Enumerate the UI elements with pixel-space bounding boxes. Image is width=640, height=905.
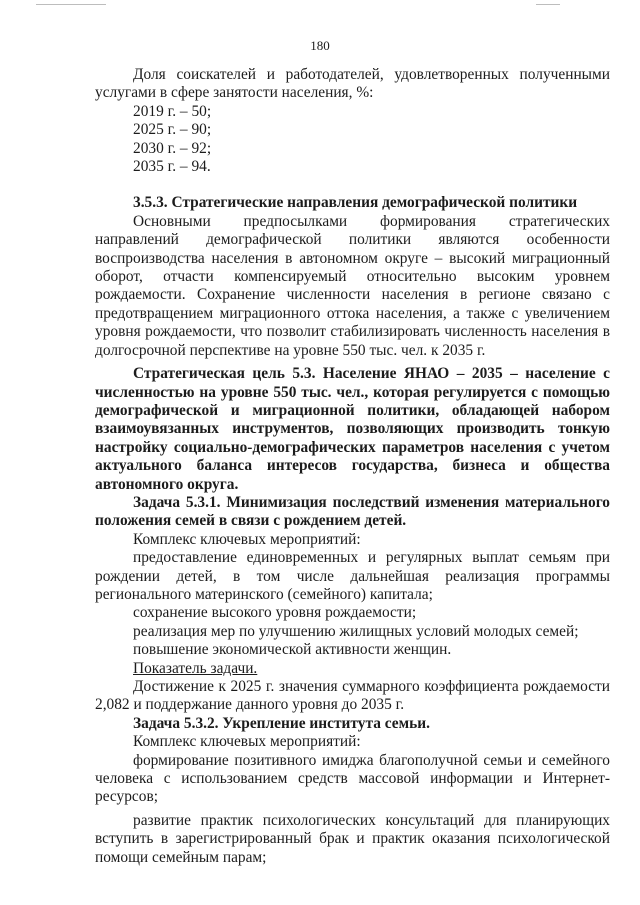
- list-item: предоставление единовременных и регулярных выплат семьям при рождении детей, в том числе дальнейшая реализация программы регионального материнского (семейного) капитала;: [95, 549, 610, 603]
- page-content: [95, 66, 610, 867]
- intro-value: 2030 г. – 92;: [133, 139, 212, 157]
- list-item: развитие практик психологических консультаций для планирующих вступить в зарегистрированный брак и практик оказания психологической помощи семейным парам;: [95, 811, 610, 866]
- task-indicator-label: [95, 660, 610, 678]
- intro-value: 2025 г. – 90;: [133, 121, 212, 139]
- list-item: реализация мер по улучшению жилищных условий молодых семей;: [133, 622, 579, 640]
- intro-value: 2035 г. – 94.: [133, 158, 211, 176]
- section-paragraph: Основными предпосылками формирования стратегических направлений демографической политики являются особенности воспроизводства населения в автономном округе – высокий миграционный оборот, отчасти компенсируемый относительно высоким уровнем рождаемости. Сохранение численности населения в регионе связано с предотвращением миграционного оттока населения, а также с увеличением уровня рождаемости, что позволит стабилизировать численность населения в долгосрочной перспективе на уровне 550 тыс. чел. к 2035 г.: [95, 212, 610, 359]
- intro-indicator: Доля соискателей и работодателей, удовлетворенных полученными услугами в сфере занятости населения, %:: [95, 66, 610, 102]
- task-indicator-label-text: Показатель задачи.: [133, 659, 258, 677]
- task-title: Задача 5.3.2. Укрепление института семьи.: [133, 714, 430, 732]
- list-item: формирование позитивного имиджа благополучной семьи и семейного человека с использованием средств массовой информации и Интернет-ресурсов;: [95, 751, 610, 806]
- intro-value: 2019 г. – 50;: [133, 102, 212, 120]
- task-indicator-text: Достижение к 2025 г. значения суммарного коэффициента рождаемости 2,082 и поддержание данного уровня до 2035 г.: [95, 678, 610, 714]
- top-rule-right: [536, 4, 560, 5]
- page-number: 180: [310, 38, 330, 53]
- task-title: Задача 5.3.1. Минимизация последствий изменения материального положения семей в связи с рождением детей.: [95, 493, 610, 530]
- section-heading: 3.5.3. Стратегические направления демографической политики: [133, 194, 578, 212]
- strategic-goal: Стратегическая цель 5.3. Население ЯНАО – 2035 – население с численностью на уровне 550 тыс. чел., которая регулируется с помощью демографической и миграционной политики, обладающей набором взаимоувязанных инструментов, позволяющих производить тонкую настройку социально-демографических параметров населения с учетом актуального баланса интересов государства, бизнеса и общества автономного округа.: [95, 365, 610, 493]
- top-rule-left: [36, 4, 106, 5]
- complex-label: Комплекс ключевых мероприятий:: [133, 530, 361, 548]
- list-item: сохранение высокого уровня рождаемости;: [133, 604, 417, 622]
- list-item: повышение экономической активности женщин.: [133, 641, 452, 659]
- complex-label: Комплекс ключевых мероприятий:: [133, 733, 361, 751]
